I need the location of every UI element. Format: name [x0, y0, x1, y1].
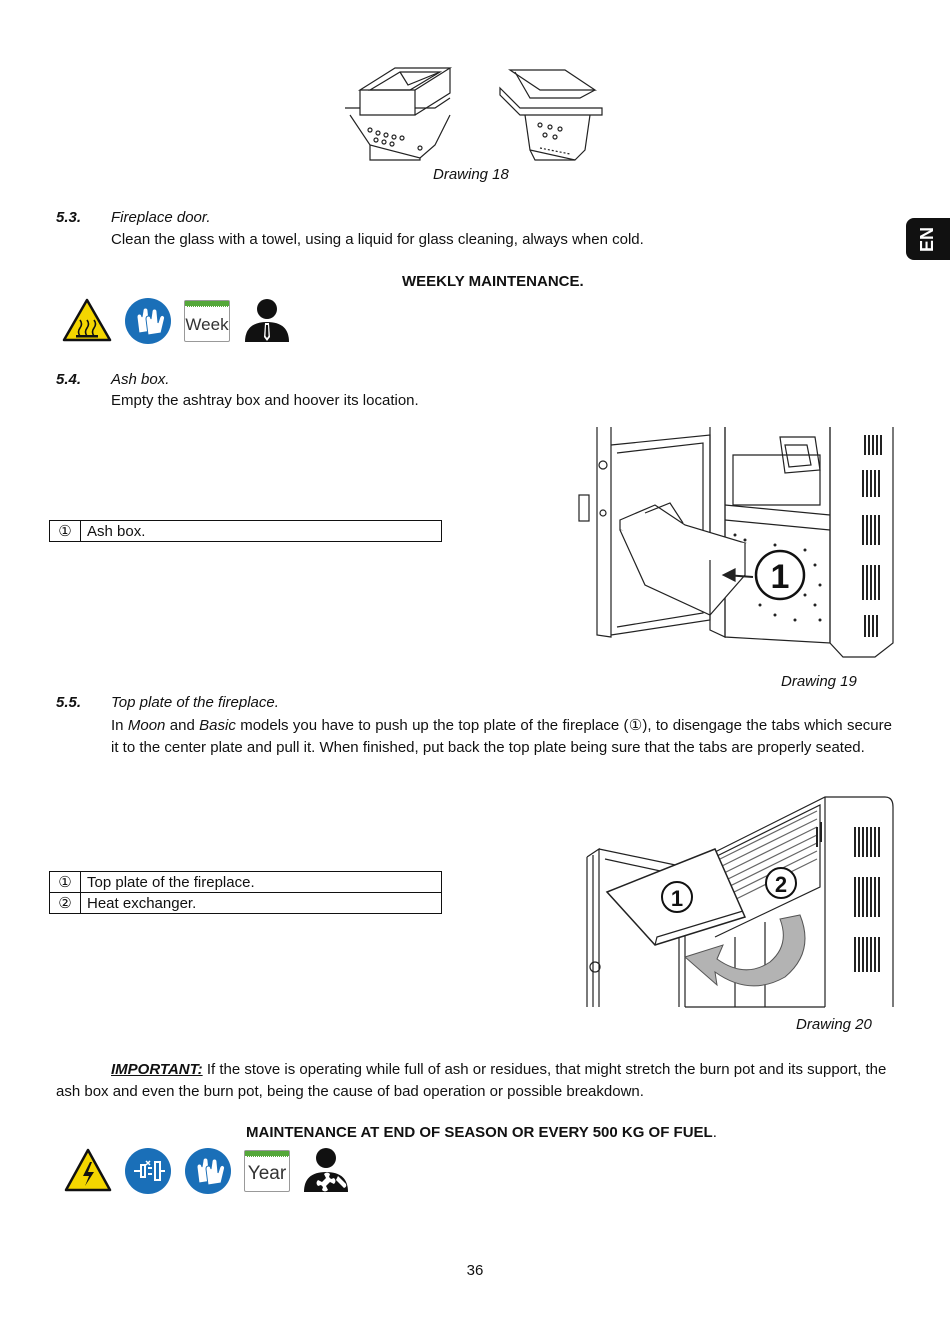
legend-number-text: ①: [58, 874, 72, 891]
section-5-3-title: Fireplace door.: [111, 209, 211, 226]
season-heading-end: .: [712, 1124, 717, 1141]
table-row: [50, 521, 442, 542]
gloves-icon: [184, 1147, 232, 1195]
section-5-5-number: 5.5.: [56, 694, 82, 711]
language-label: EN: [917, 226, 938, 252]
drawing-20-image: [585, 787, 895, 1009]
user-icon: [243, 297, 291, 343]
season-heading-text: MAINTENANCE AT END OF SEASON OR EVERY 500 KG OF FUEL: [246, 1124, 713, 1141]
electrical-warning-icon: [64, 1148, 112, 1192]
weekly-maintenance-heading: WEEKLY MAINTENANCE.: [402, 273, 584, 290]
text-span: and: [165, 717, 200, 734]
important-label: IMPORTANT:: [111, 1061, 203, 1078]
legend-number: [50, 521, 81, 542]
drawing-19-callout: 1: [770, 558, 790, 596]
legend-label: Ash box.: [81, 521, 442, 542]
legend-label: Heat exchanger.: [81, 893, 442, 914]
calendar-week-label: Week: [185, 315, 229, 334]
important-note: [56, 1059, 896, 1103]
section-5-5-title: Top plate of the fireplace.: [111, 694, 279, 711]
section-5-3-number: 5.3.: [56, 209, 82, 226]
drawing-19-caption: Drawing 19: [781, 673, 857, 690]
language-tab: [906, 218, 950, 260]
gloves-icon: [124, 297, 172, 345]
technician-icon: [302, 1146, 352, 1194]
drawing-20-callout-2: 2: [774, 872, 788, 897]
important-text: If the stove is operating while full of ash or residues, that might stretch the burn pot and its support, the ash box and even the burn pot, being the cause of bad operation or possible breakdown.: [56, 1061, 887, 1100]
table-row: [50, 893, 442, 914]
calendar-week-icon: [184, 300, 230, 342]
drawing-20-callout-1: 1: [670, 886, 684, 911]
model-moon: Moon: [127, 717, 166, 734]
section-5-3-text: Clean the glass with a towel, using a liquid for glass cleaning, always when cold.: [111, 231, 644, 248]
legend-number: [50, 893, 81, 914]
legend-label: Top plate of the fireplace.: [81, 872, 442, 893]
text-span: In: [111, 717, 128, 734]
section-5-4-text: Empty the ashtray box and hoover its location.: [111, 392, 419, 409]
page-number: 36: [466, 1262, 484, 1279]
drawing-18-caption: Drawing 18: [433, 166, 509, 183]
section-5-4-number: 5.4.: [56, 371, 82, 388]
legend-number-text: ②: [58, 895, 72, 912]
drawing-18-image: [340, 60, 610, 170]
text-span: models you have to push up the top plate of the fireplace (①), to disengage the tabs which secure it to the center plate and pull it. When finished, put back the top plate being sure that the tabs are properly seated.: [111, 717, 892, 756]
legend-number: [50, 872, 81, 893]
ash-box-legend-table: [49, 520, 442, 542]
hot-surface-warning-icon: [62, 298, 112, 342]
top-plate-legend-table: [49, 871, 442, 914]
section-5-4-title: Ash box.: [111, 371, 170, 388]
calendar-year-label: Year: [247, 1163, 287, 1184]
legend-number-text: ①: [58, 523, 72, 540]
drawing-20-caption: Drawing 20: [796, 1016, 872, 1033]
season-maintenance-heading: [246, 1124, 717, 1141]
section-5-5-text: [111, 715, 892, 759]
table-row: [50, 872, 442, 893]
unplug-icon: [124, 1147, 172, 1195]
model-basic: Basic: [199, 717, 236, 734]
drawing-19-image: [575, 425, 895, 670]
calendar-year-icon: [244, 1150, 290, 1192]
